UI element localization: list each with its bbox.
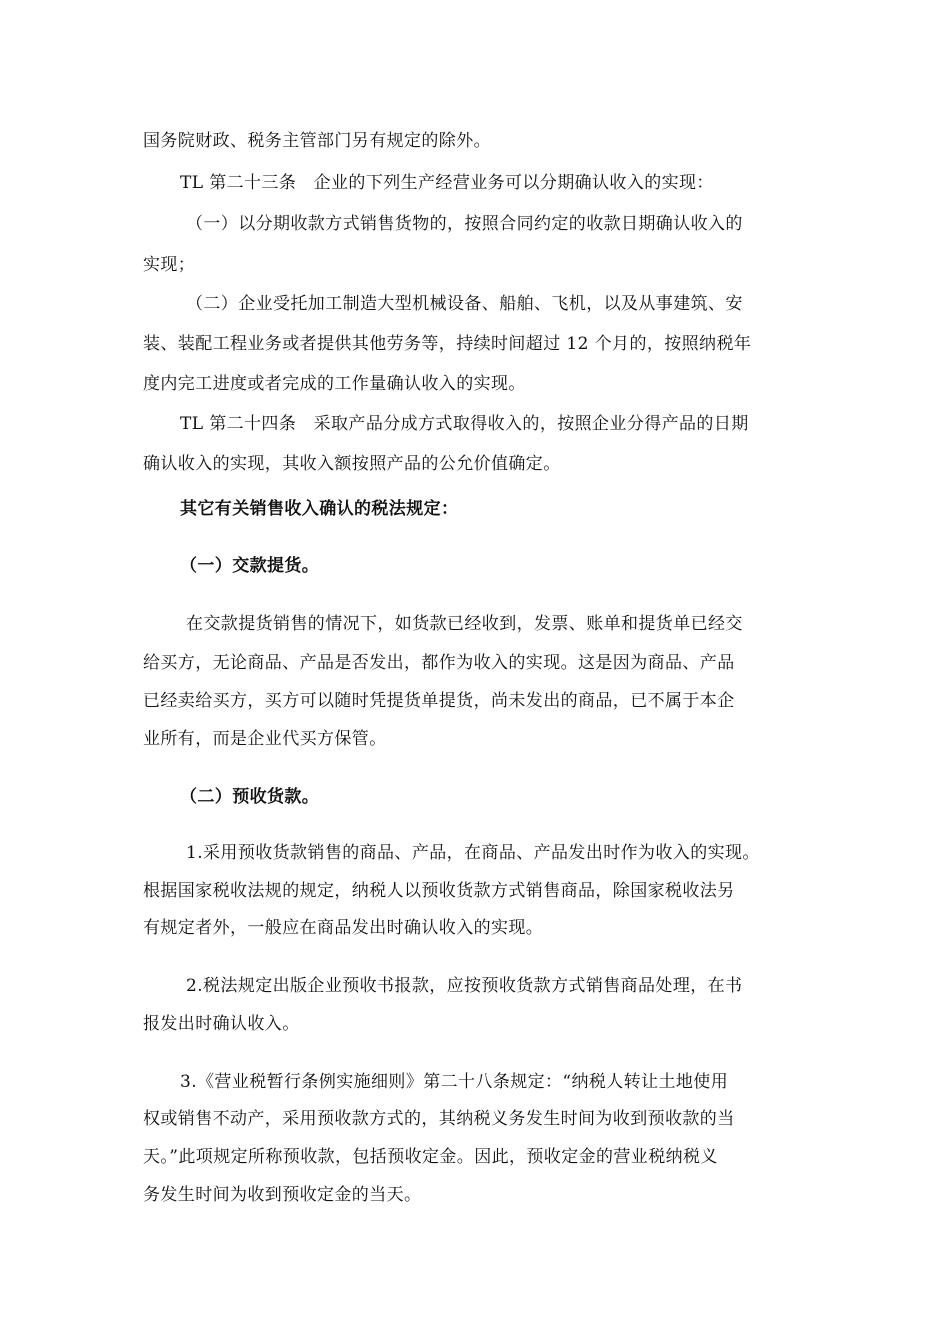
text-line: 实现； [143, 255, 196, 275]
subsection-heading: （二）预收货款。 [180, 787, 320, 807]
text-line: 度内完工进度或者完成的工作量确认收入的实现。 [143, 374, 526, 394]
text-line: 报发出时确认收入。 [143, 1014, 300, 1034]
subsection-heading: （一）交款提货。 [180, 556, 320, 576]
text-line: 业所有，而是企业代买方保管。 [143, 729, 387, 749]
text-line: 国务院财政、税务主管部门另有规定的除外。 [143, 131, 491, 151]
text-line: 根据国家税收法规的规定，纳税人以预收货款方式销售商品，除国家税收法另 [143, 881, 735, 901]
text-line: （二）企业受托加工制造大型机械设备、船舶、飞机，以及从事建筑、安 [186, 294, 743, 314]
text-line: 已经卖给买方，买方可以随时凭提货单提货，尚未发出的商品，已不属于本企 [143, 691, 735, 711]
text-line: 确认收入的实现，其收入额按照产品的公允价值确定。 [143, 454, 561, 474]
text-line: 2.税法规定出版企业预收书报款，应按预收货款方式销售商品处理，在书 [186, 976, 743, 996]
text-line: 在交款提货销售的情况下，如货款已经收到，发票、账单和提货单已经交 [186, 614, 743, 634]
section-heading: 其它有关销售收入确认的税法规定： [180, 499, 459, 519]
text-line: 天。”此项规定所称预收款，包括预收定金。因此，预收定金的营业税纳税义 [143, 1147, 718, 1167]
text-line: TL 第二十三条 企业的下列生产经营业务可以分期确认收入的实现： [180, 173, 714, 193]
text-line: 1.采用预收货款销售的商品、产品，在商品、产品发出时作为收入的实现。 [186, 843, 760, 863]
text-line: 装、装配工程业务或者提供其他劳务等，持续时间超过 12 个月的，按照纳税年 [143, 334, 752, 354]
text-line: （一）以分期收款方式销售货物的，按照合同约定的收款日期确认收入的 [186, 214, 743, 234]
text-line: 给买方，无论商品、产品是否发出，都作为收入的实现。这是因为商品、产品 [143, 653, 735, 673]
text-line: 3.《营业税暂行条例实施细则》第二十八条规定：“纳税人转让土地使用 [180, 1072, 729, 1092]
text-line: 有规定者外，一般应在商品发出时确认收入的实现。 [143, 918, 544, 938]
text-line: 务发生时间为收到预收定金的当天。 [143, 1185, 422, 1205]
text-line: TL 第二十四条 采取产品分成方式取得收入的，按照企业分得产品的日期 [180, 414, 749, 434]
text-line: 权或销售不动产，采用预收款方式的，其纳税义务发生时间为收到预收款的当 [143, 1109, 735, 1129]
